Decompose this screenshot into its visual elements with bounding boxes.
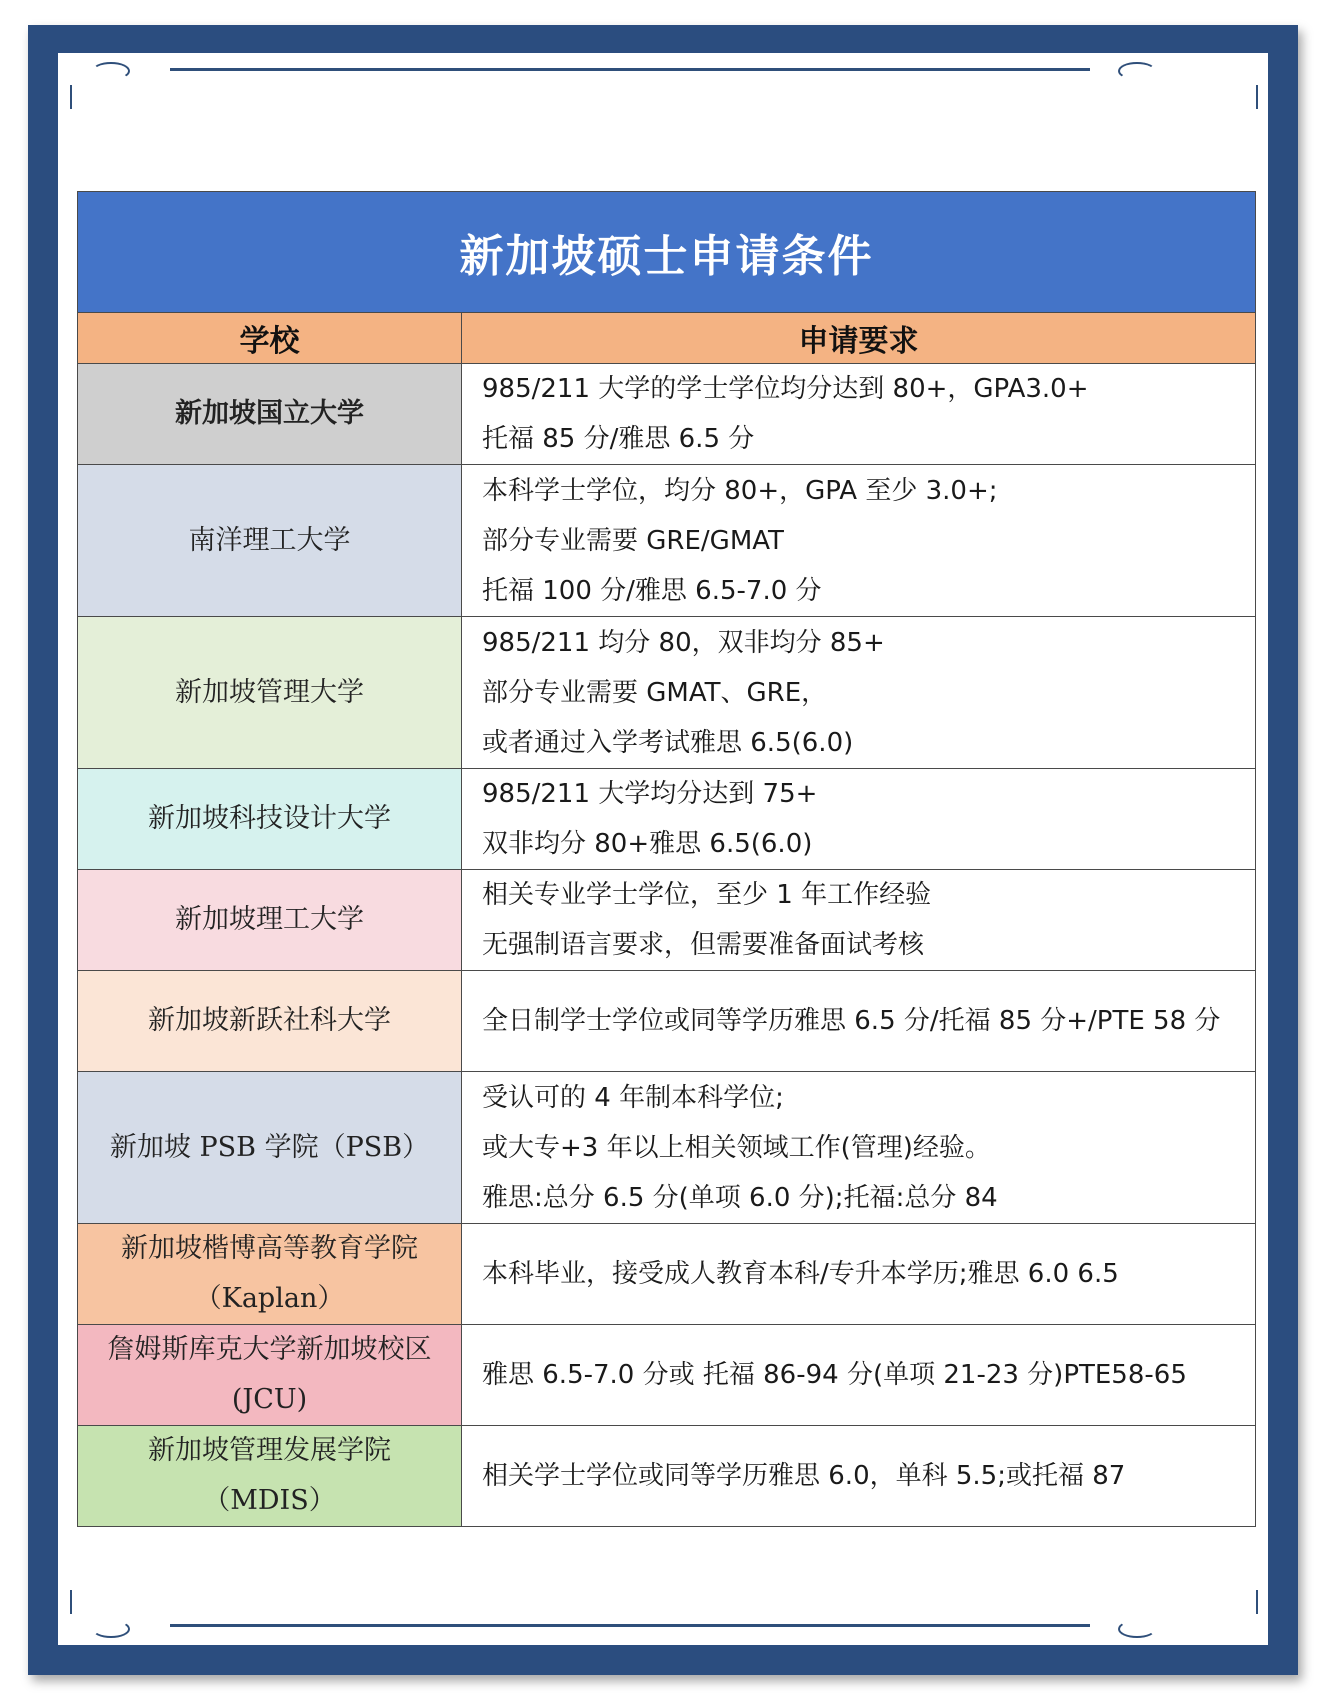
requirement-line: 托福 85 分/雅思 6.5 分 [482,424,755,454]
requirement-line: 托福 100 分/雅思 6.5-7.0 分 [482,575,822,606]
school-name-cell: 新加坡管理大学 [78,617,462,769]
table-row [78,870,1256,971]
requirement-line: 本科毕业，接受成人教育本科/专升本学历;雅思 6.0 6.5 [482,1259,1119,1289]
requirement-line: 或大专+3 年以上相关领域工作(管理)经验。 [482,1132,991,1163]
top-ornament-line [170,68,1090,71]
requirement-line: 受认可的 4 年制本科学位; [482,1082,784,1113]
requirements-table [77,191,1256,1527]
table-row [78,1072,1256,1224]
table-body [78,364,1256,1527]
requirements-cell [462,1325,1256,1426]
requirements-cell [462,1072,1256,1224]
requirements-cell [462,870,1256,971]
school-name-cell: 新加坡新跃社科大学 [78,971,462,1072]
left-ornament-tick-bottom [70,1590,72,1614]
requirements-cell [462,1426,1256,1527]
requirement-line: 985/211 均分 80，双非均分 85+ [482,627,885,658]
table-row [78,1426,1256,1527]
school-name-cell: 新加坡理工大学 [78,870,462,971]
bottom-right-ornament [1118,1620,1156,1638]
requirement-line: 全日制学士学位或同等学历雅思 6.5 分/托福 85 分+/PTE 58 分 [482,1006,1221,1036]
left-ornament-tick [70,85,72,109]
requirement-line: 雅思 6.5-7.0 分或 托福 86-94 分(单项 21-23 分)PTE58-65 [482,1360,1187,1390]
school-name-cell: 新加坡 PSB 学院（PSB） [78,1072,462,1224]
requirements-cell [462,1224,1256,1325]
table-title: 新加坡硕士申请条件 [78,192,1256,313]
right-ornament-tick-bottom [1256,1590,1258,1614]
column-header-school: 学校 [78,313,462,364]
requirement-line: 部分专业需要 GMAT、GRE， [482,677,828,708]
requirement-line: 雅思:总分 6.5 分(单项 6.0 分);托福:总分 84 [482,1182,998,1213]
requirement-line: 或者通过入学考试雅思 6.5(6.0) [482,727,854,758]
requirement-line: 985/211 大学均分达到 75+ [482,779,818,809]
table-row [78,971,1256,1072]
requirements-cell [462,617,1256,769]
school-name-cell: 南洋理工大学 [78,465,462,617]
requirements-cell [462,769,1256,870]
requirements-cell [462,971,1256,1072]
table-row [78,1224,1256,1325]
requirement-line: 部分专业需要 GRE/GMAT [482,525,784,556]
school-name-cell: 詹姆斯库克大学新加坡校区(JCU) [78,1325,462,1426]
requirement-line: 相关专业学士学位，至少 1 年工作经验 [482,880,932,910]
school-name-cell: 新加坡科技设计大学 [78,769,462,870]
top-right-ornament [1118,62,1156,80]
table-row [78,465,1256,617]
column-header-requirements: 申请要求 [462,313,1256,364]
requirement-line: 本科学士学位，均分 80+，GPA 至少 3.0+; [482,475,998,506]
school-name-cell: 新加坡管理发展学院（MDIS） [78,1426,462,1527]
school-name-cell: 新加坡楷博高等教育学院（Kaplan） [78,1224,462,1325]
table-row [78,1325,1256,1426]
table-row [78,364,1256,465]
table-row [78,769,1256,870]
requirement-line: 无强制语言要求，但需要准备面试考核 [482,930,925,960]
top-left-ornament [92,62,130,80]
bottom-left-ornament [92,1620,130,1638]
table-row [78,617,1256,769]
requirement-line: 985/211 大学的学士学位均分达到 80+，GPA3.0+ [482,374,1089,404]
requirement-line: 相关学士学位或同等学历雅思 6.0，单科 5.5;或托福 87 [482,1461,1126,1491]
requirement-line: 双非均分 80+雅思 6.5(6.0) [482,829,813,859]
bottom-ornament-line [170,1624,1090,1627]
school-name-cell: 新加坡国立大学 [78,364,462,465]
right-ornament-tick [1256,85,1258,109]
requirements-cell [462,465,1256,617]
requirements-cell [462,364,1256,465]
